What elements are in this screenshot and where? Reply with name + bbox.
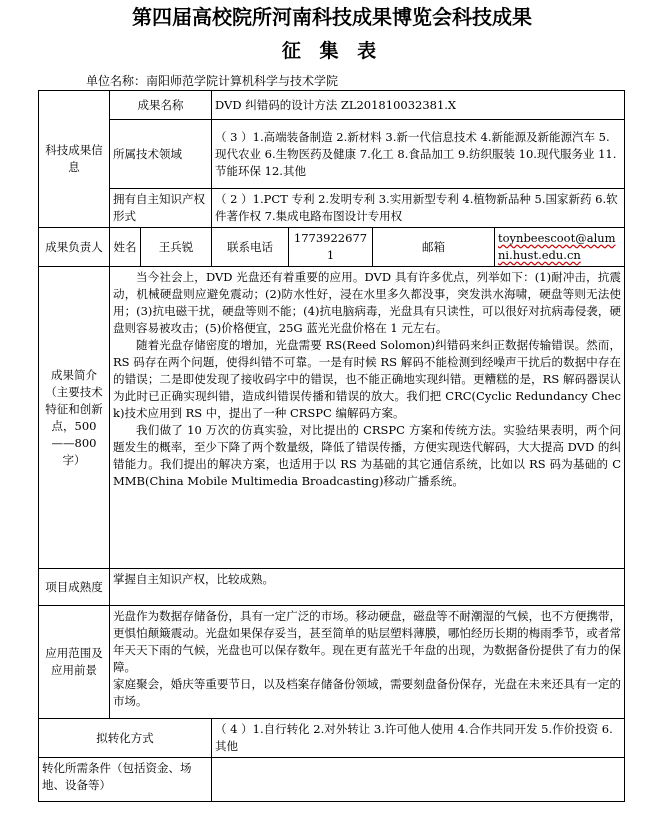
ip-label: 拥有自主知识产权形式 [110, 189, 212, 228]
field-value: （ 3 ）1.高端装备制造 2.新材料 3.新一代信息技术 4.新能源及新能源汽车 5.现代农业 6.生物医药及健康 7.化工 8.食品加工 9.纺织服装 10.现代服务业 11.节能环保 12.其他 [212, 120, 625, 189]
email-value[interactable] [495, 228, 625, 267]
owner-name-label: 姓名 [110, 228, 141, 267]
transfer-label: 拟转化方式 [39, 719, 212, 758]
application-label: 应用范围及应用前景 [39, 606, 110, 719]
application-paragraph-2: 家庭聚会，婚庆等重要节日，以及档案存储备份领域，需要刻盘备份保存，光盘在未来还具有一定的市场。 [113, 677, 621, 708]
conditions-label: 转化所需条件（包括资金、场地、设备等） [39, 758, 212, 802]
transfer-value: （ 4 ）1.自行转化 2.对外转让 3.许可他人使用 4.合作共同开发 5.作价投资 6.其他 [212, 719, 625, 758]
phone-value: 17739226771 [289, 228, 373, 267]
ip-value: （ 2 ）1.PCT 专利 2.发明专利 3.实用新型专利 4.植物新品种 5.国家新药 6.软件著作权 7.集成电路布图设计专用权 [212, 189, 625, 228]
unit-label: 单位名称： [86, 74, 147, 88]
form-title: 第四届高校院所河南科技成果博览会科技成果 [132, 5, 532, 29]
name-label: 成果名称 [110, 91, 212, 120]
unit-line [86, 73, 338, 89]
conditions-value [212, 758, 625, 802]
summary-paragraph-2: 随着光盘存储密度的增加，光盘需要 RS(Reed Solomon)纠错码来纠正数据传输错误。然而，RS 码存在两个问题，使得纠错不可靠。一是有时候 RS 解码不能检测到经噪声干扰后的数据中存在的错误；二是即使发现了接收码字中的错误，也不能正确地实现纠错。更糟糕的是，RS 解码器误认为此时已正确实现纠错，造成纠错误传播和错误的放大。我们把 CRC(Cyclic Redundancy Check)技术应用到 RS 中，提出了一种 CRSPC 编解码方案。 [113, 338, 621, 420]
field-label: 所属技术领域 [110, 120, 212, 189]
owner-name-value: 王兵锐 [141, 228, 212, 267]
application-paragraph-1: 光盘作为数据存储备份，具有一定广泛的市场。移动硬盘，磁盘等不耐潮湿的气候，也不方便携带，更惧怕颠簸震动。光盘如果保存妥当，甚至简单的贴层塑料薄膜，哪怕经历长期的梅雨季节，或者常年天天下雨的气候，光盘也可以保存数年。现在更有蓝光千年盘的出现，为数据备份提供了有力的保障。 [113, 609, 621, 674]
summary-paragraph-1: 当今社会上，DVD 光盘还有着重要的应用。DVD 具有许多优点，列举如下：(1)耐冲击，抗震动，机械硬盘则应避免震动；(2)防水性好，浸在水里多久都没事，突发洪水海啸，硬盘等则无法使用；(3)抗电磁干扰，硬盘等则不能；(4)抗电脑病毒，光盘具有只读性，可以很好对抗病毒侵袭，硬盘则容易被攻击；(5)价格便宜，25G 蓝光光盘价格在 1 元左右。 [113, 270, 621, 335]
email-label: 邮箱 [373, 228, 495, 267]
phone-label: 联系电话 [212, 228, 289, 267]
name-value: DVD 纠错码的设计方法 ZL201810032381.X [212, 91, 625, 120]
maturity-label: 项目成熟度 [39, 569, 110, 606]
email-link[interactable]: toynbeescoot@alumni.hust.edu.cn [498, 231, 616, 262]
summary-paragraph-3: 我们做了 10 万次的仿真实验，对比提出的 CRSPC 方案和传统方法。实验结果表明，两个问题发生的概率，至少下降了两个数量级，降低了错误传播，方便实现迭代解码，大大提高 DVD 的纠错能力。我们提出的解决方案，也适用于以 RS 为基础的其它通信系统，比如以 RS 码为基础的 CMMB(China Mobile Multimedia Broadcasting)移动广播系统。 [113, 423, 621, 488]
collection-form-table [38, 90, 625, 802]
info-section-label: 科技成果信息 [39, 91, 110, 228]
application-body [110, 606, 625, 719]
owner-section-label: 成果负责人 [39, 228, 110, 267]
maturity-value: 掌握自主知识产权，比较成熟。 [110, 569, 625, 606]
unit-value: 南阳师范学院计算机科学与技术学院 [146, 74, 339, 88]
summary-label: 成果简介（主要技术特征和创新点，500——800 字） [39, 267, 110, 569]
form-subtitle: 征 集 表 [281, 40, 383, 62]
summary-body [110, 267, 625, 569]
